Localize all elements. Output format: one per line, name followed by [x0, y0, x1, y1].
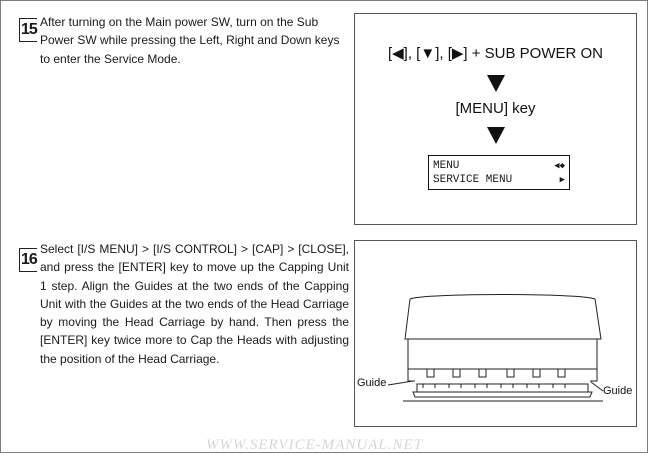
left-updown-arrow-icon: ◀◆	[554, 161, 565, 171]
capping-unit-figure	[354, 240, 637, 427]
lcd-line-2: SERVICE MENU	[433, 174, 513, 186]
step-15-text: After turning on the Main power SW, turn on the Sub Power SW while pressing the Left, Right and Down keys to enter the Service Mode.	[40, 15, 340, 66]
step-16-text: Select [I/S MENU] > [I/S CONTROL] > [CAP] > [CLOSE], and press the [ENTER] key to move up the Capping Unit 1 step. Align the Guides at the two ends of the Capping Unit with the Guides at the two ends of the Head Carriage by moving the Head Carriage by hand. Then press the [ENTER] key twice more to Cap the Heads with adjusting the position of the Head Carriage.	[40, 242, 349, 366]
lcd-display	[428, 155, 570, 190]
lcd-line-1: MENU	[433, 160, 460, 172]
right-arrow-icon: ▶	[559, 175, 565, 185]
down-arrow-icon	[487, 127, 505, 144]
menu-key-label: [MENU] key	[455, 100, 536, 117]
step-15-number: 15	[19, 18, 37, 42]
key-combination-label: [◀], [▼], [▶] + SUB POWER ON	[387, 45, 604, 62]
head-carriage-illustration	[355, 241, 636, 426]
guide-label-right: Guide	[603, 385, 633, 397]
down-arrow-icon	[487, 75, 505, 92]
service-mode-figure	[354, 13, 637, 225]
lcd-navigation-icons	[554, 159, 565, 187]
step-16-number: 16	[19, 248, 37, 272]
guide-label-left: Guide	[357, 377, 387, 389]
watermark: WWW.SERVICE-MANUAL.NET	[206, 437, 423, 453]
